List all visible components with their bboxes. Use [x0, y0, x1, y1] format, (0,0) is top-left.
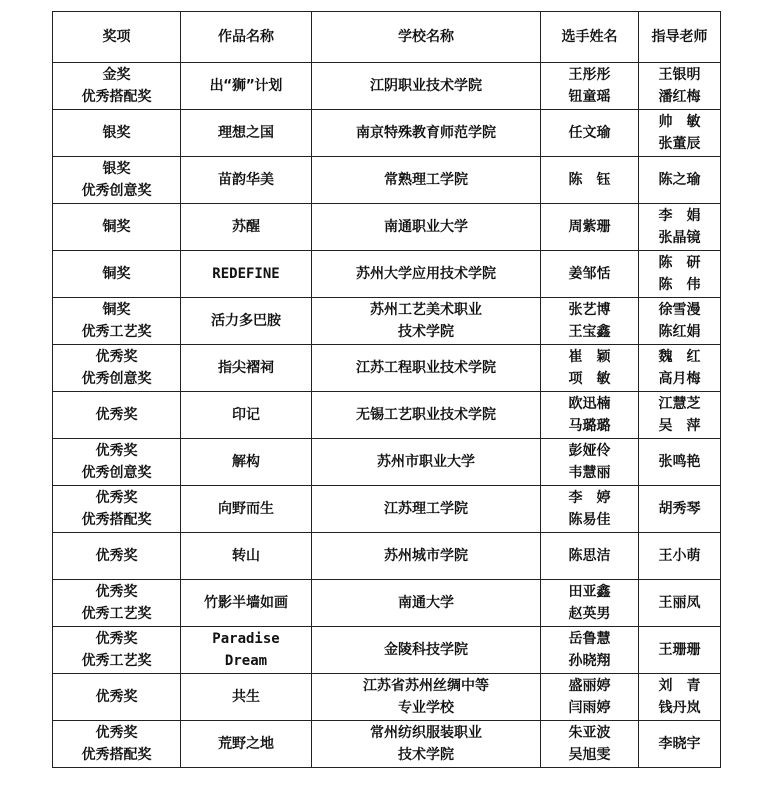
header-award: 奖项	[53, 12, 181, 63]
student-name-cell-line: 陈易佳	[568, 512, 611, 528]
school-name-cell-line: 江苏理工学院	[384, 501, 468, 517]
teacher-cell	[639, 627, 721, 674]
student-name-cell	[541, 627, 639, 674]
student-name-cell-line: 彭娅伶	[568, 443, 611, 459]
school-name-cell-line: 江苏省苏州丝绸中等	[363, 678, 489, 694]
student-name-cell-line: 张艺博	[568, 302, 611, 318]
school-name-cell-line: 江苏工程职业技术学院	[356, 360, 496, 376]
student-name-cell	[541, 721, 639, 768]
header-teacher: 指导老师	[639, 12, 721, 63]
school-name-cell	[312, 110, 541, 157]
student-name-cell	[541, 157, 639, 204]
teacher-cell	[639, 157, 721, 204]
table-row	[53, 110, 721, 157]
teacher-cell-line: 胡秀琴	[658, 501, 701, 517]
work-name-cell	[181, 580, 312, 627]
table-row	[53, 486, 721, 533]
work-name-cell-line: 竹影半墙如画	[204, 595, 288, 611]
school-name-cell	[312, 580, 541, 627]
teacher-cell-line: 刘 青	[658, 678, 701, 694]
school-name-cell-line: 苏州市职业大学	[377, 454, 475, 470]
school-name-cell	[312, 345, 541, 392]
school-name-cell	[312, 204, 541, 251]
award-cell	[53, 627, 181, 674]
header-work-name: 作品名称	[181, 12, 312, 63]
student-name-cell	[541, 674, 639, 721]
school-name-cell-line: 无锡工艺职业技术学院	[356, 407, 496, 423]
student-name-cell-line: 任文瑜	[568, 125, 611, 141]
award-cell-line: 优秀奖	[95, 725, 138, 741]
award-cell	[53, 721, 181, 768]
work-name-cell-line: 理想之国	[218, 125, 274, 141]
school-name-cell	[312, 298, 541, 345]
teacher-cell	[639, 486, 721, 533]
table-row	[53, 439, 721, 486]
student-name-cell-line: 姜邹恬	[568, 266, 611, 282]
award-cell-line: 优秀创意奖	[81, 465, 152, 481]
teacher-cell	[639, 392, 721, 439]
student-name-cell-line: 李 婷	[568, 490, 611, 506]
work-name-cell	[181, 674, 312, 721]
work-name-cell-line: 活力多巴胺	[211, 313, 281, 329]
school-name-cell	[312, 392, 541, 439]
student-name-cell-line: 项 敏	[568, 371, 611, 387]
work-name-cell-line: 苗韵华美	[218, 172, 274, 188]
work-name-cell-line: 共生	[232, 689, 260, 705]
school-name-cell	[312, 157, 541, 204]
award-cell	[53, 110, 181, 157]
teacher-cell-line: 王银明	[658, 67, 701, 83]
award-cell-line: 优秀搭配奖	[81, 89, 152, 105]
work-name-cell-line: 转山	[232, 548, 260, 564]
work-name-cell	[181, 157, 312, 204]
award-cell	[53, 251, 181, 298]
award-cell	[53, 439, 181, 486]
school-name-cell-line: 技术学院	[398, 324, 454, 340]
award-cell-line: 优秀工艺奖	[81, 324, 152, 340]
teacher-cell	[639, 533, 721, 580]
award-cell-line: 优秀奖	[95, 443, 138, 459]
teacher-cell-line: 王珊珊	[658, 642, 701, 658]
teacher-cell-line: 潘红梅	[658, 89, 701, 105]
award-cell-line: 优秀奖	[95, 631, 138, 647]
student-name-cell-line: 马璐璐	[568, 418, 611, 434]
student-name-cell-line: 孙晓翔	[568, 653, 611, 669]
school-name-cell	[312, 627, 541, 674]
teacher-cell-line: 陈 伟	[658, 277, 701, 293]
school-name-cell	[312, 251, 541, 298]
award-cell	[53, 63, 181, 110]
work-name-cell-line: 苏醒	[232, 219, 260, 235]
student-name-cell-line: 王彤彤	[568, 67, 611, 83]
award-cell-line: 铜奖	[102, 266, 131, 282]
table-row	[53, 580, 721, 627]
student-name-cell-line: 钮童瑶	[568, 89, 611, 105]
work-name-cell	[181, 63, 312, 110]
award-cell	[53, 204, 181, 251]
award-cell	[53, 298, 181, 345]
school-name-cell-line: 常州纺织服装职业	[370, 725, 482, 741]
teacher-cell	[639, 298, 721, 345]
student-name-cell	[541, 439, 639, 486]
school-name-cell	[312, 439, 541, 486]
work-name-cell	[181, 533, 312, 580]
teacher-cell-line: 陈红娟	[658, 324, 701, 340]
award-cell-line: 优秀创意奖	[81, 183, 152, 199]
work-name-cell	[181, 439, 312, 486]
teacher-cell	[639, 110, 721, 157]
student-name-cell	[541, 486, 639, 533]
award-cell-line: 优秀创意奖	[81, 371, 152, 387]
school-name-cell-line: 苏州大学应用技术学院	[356, 266, 496, 282]
teacher-cell	[639, 721, 721, 768]
teacher-cell	[639, 251, 721, 298]
student-name-cell-line: 崔 颖	[568, 349, 611, 365]
student-name-cell-line: 赵英男	[568, 606, 611, 622]
teacher-cell-line: 钱丹岚	[658, 700, 701, 716]
school-name-cell-line: 技术学院	[398, 747, 454, 763]
school-name-cell-line: 南通大学	[398, 595, 454, 611]
award-cell-line: 银奖	[102, 161, 131, 177]
work-name-cell	[181, 392, 312, 439]
award-cell	[53, 674, 181, 721]
student-name-cell	[541, 298, 639, 345]
teacher-cell-line: 魏 红	[658, 349, 701, 365]
teacher-cell	[639, 439, 721, 486]
school-name-cell	[312, 721, 541, 768]
work-name-cell-line: 解构	[232, 454, 260, 470]
table-row	[53, 533, 721, 580]
award-cell-line: 优秀奖	[95, 349, 138, 365]
award-cell-line: 优秀奖	[95, 689, 138, 705]
work-name-cell	[181, 721, 312, 768]
award-cell-line: 铜奖	[102, 302, 131, 318]
student-name-cell	[541, 580, 639, 627]
award-cell-line: 优秀奖	[95, 490, 138, 506]
student-name-cell	[541, 110, 639, 157]
award-cell	[53, 580, 181, 627]
award-cell-line: 优秀工艺奖	[81, 653, 152, 669]
work-name-cell-line: Paradise	[212, 631, 280, 647]
award-cell	[53, 392, 181, 439]
school-name-cell-line: 南京特殊教育师范学院	[356, 125, 496, 141]
header-school-name: 学校名称	[312, 12, 541, 63]
table-row	[53, 392, 721, 439]
school-name-cell-line: 金陵科技学院	[384, 642, 468, 658]
school-name-cell	[312, 486, 541, 533]
award-cell-line: 优秀搭配奖	[81, 512, 152, 528]
teacher-cell	[639, 63, 721, 110]
table-body	[53, 63, 721, 768]
school-name-cell-line: 苏州工艺美术职业	[370, 302, 482, 318]
student-name-cell-line: 朱亚波	[568, 725, 611, 741]
work-name-cell-line: 指尖褶祠	[218, 360, 274, 376]
teacher-cell	[639, 674, 721, 721]
work-name-cell-line: 印记	[232, 407, 260, 423]
student-name-cell	[541, 392, 639, 439]
student-name-cell-line: 闫雨婷	[568, 700, 611, 716]
award-cell	[53, 157, 181, 204]
student-name-cell-line: 周紫珊	[568, 219, 611, 235]
work-name-cell	[181, 627, 312, 674]
table-row	[53, 63, 721, 110]
award-cell-line: 优秀奖	[95, 584, 138, 600]
school-name-cell	[312, 674, 541, 721]
school-name-cell-line: 南通职业大学	[384, 219, 468, 235]
award-cell-line: 银奖	[102, 125, 131, 141]
header-row	[53, 12, 721, 63]
school-name-cell-line: 常熟理工学院	[384, 172, 468, 188]
teacher-cell-line: 李晓宇	[658, 736, 701, 752]
student-name-cell-line: 王宝鑫	[568, 324, 611, 340]
work-name-cell	[181, 204, 312, 251]
table-row	[53, 204, 721, 251]
teacher-cell-line: 陈之瑜	[658, 172, 701, 188]
award-cell	[53, 533, 181, 580]
awards-table	[52, 11, 721, 768]
teacher-cell-line: 高月梅	[658, 371, 701, 387]
header-student-name: 选手姓名	[541, 12, 639, 63]
school-name-cell-line: 江阴职业技术学院	[370, 78, 482, 94]
school-name-cell	[312, 63, 541, 110]
table-row	[53, 251, 721, 298]
work-name-cell-line: 荒野之地	[218, 736, 274, 752]
student-name-cell-line: 陈思洁	[568, 548, 611, 564]
teacher-cell-line: 帅 敏	[658, 114, 701, 130]
award-cell-line: 优秀搭配奖	[81, 747, 152, 763]
teacher-cell-line: 吴 萍	[658, 418, 701, 434]
award-cell-line: 金奖	[102, 67, 131, 83]
teacher-cell-line: 江慧芝	[658, 396, 701, 412]
table-row	[53, 157, 721, 204]
award-cell	[53, 345, 181, 392]
teacher-cell	[639, 204, 721, 251]
student-name-cell-line: 吴旭雯	[568, 747, 611, 763]
table-row	[53, 298, 721, 345]
student-name-cell-line: 岳鲁慧	[568, 631, 611, 647]
awards-table-container	[52, 11, 721, 768]
work-name-cell-line: REDEFINE	[212, 266, 280, 282]
school-name-cell-line: 专业学校	[398, 700, 454, 716]
teacher-cell-line: 陈 研	[658, 255, 701, 271]
teacher-cell-line: 李 娟	[658, 208, 701, 224]
work-name-cell	[181, 298, 312, 345]
student-name-cell	[541, 533, 639, 580]
student-name-cell-line: 韦慧丽	[568, 465, 611, 481]
award-cell-line: 优秀奖	[95, 548, 138, 564]
work-name-cell	[181, 486, 312, 533]
table-row	[53, 345, 721, 392]
school-name-cell-line: 苏州城市学院	[384, 548, 468, 564]
student-name-cell	[541, 345, 639, 392]
award-cell-line: 铜奖	[102, 219, 131, 235]
work-name-cell-line: 向野而生	[218, 501, 274, 517]
table-row	[53, 721, 721, 768]
student-name-cell	[541, 204, 639, 251]
work-name-cell-line: 出“狮”计划	[209, 78, 283, 94]
work-name-cell	[181, 110, 312, 157]
work-name-cell-line: Dream	[224, 653, 268, 669]
student-name-cell	[541, 63, 639, 110]
work-name-cell	[181, 251, 312, 298]
teacher-cell-line: 王小萌	[658, 548, 701, 564]
teacher-cell-line: 王丽凤	[658, 595, 701, 611]
teacher-cell-line: 张晶镜	[658, 230, 701, 246]
award-cell	[53, 486, 181, 533]
teacher-cell-line: 张董辰	[658, 136, 701, 152]
award-cell-line: 优秀工艺奖	[81, 606, 152, 622]
school-name-cell	[312, 533, 541, 580]
award-cell-line: 优秀奖	[95, 407, 138, 423]
student-name-cell-line: 盛丽婷	[568, 678, 611, 694]
work-name-cell	[181, 345, 312, 392]
table-row	[53, 674, 721, 721]
student-name-cell	[541, 251, 639, 298]
student-name-cell-line: 欧迅楠	[568, 396, 611, 412]
teacher-cell	[639, 580, 721, 627]
table-row	[53, 627, 721, 674]
teacher-cell	[639, 345, 721, 392]
teacher-cell-line: 张鸣艳	[658, 454, 701, 470]
student-name-cell-line: 陈 钰	[568, 172, 611, 188]
teacher-cell-line: 徐雪漫	[658, 302, 701, 318]
student-name-cell-line: 田亚鑫	[568, 584, 611, 600]
